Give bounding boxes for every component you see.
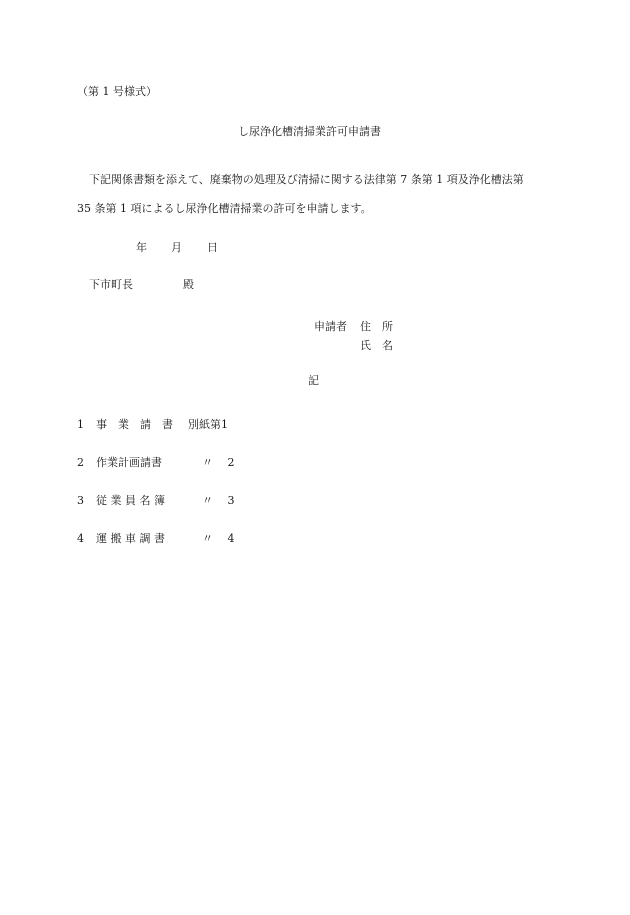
item-reference: 〃 2: [202, 456, 235, 469]
item-name: 従 業 員 名 簿: [96, 494, 165, 507]
item-reference: 別紙第1: [188, 418, 228, 431]
date-year-label: 年: [136, 241, 147, 254]
body-text-line-1: 下記関係書類を添えて、廃棄物の処理及び清掃に関する法律第 7 条第 1 項及浄化槽法第: [89, 173, 524, 186]
applicant-label: 申請者: [314, 320, 347, 333]
item-number: 1: [77, 418, 84, 431]
applicant-address-label: 住 所: [360, 320, 393, 333]
date-day-label: 日: [207, 241, 218, 254]
item-name: 運 搬 車 調 書: [96, 532, 165, 545]
form-number: （第 1 号様式）: [77, 85, 157, 98]
item-name: 作業計画請書: [96, 456, 162, 469]
date-month-label: 月: [171, 241, 182, 254]
item-number: 2: [77, 456, 84, 469]
item-number: 3: [77, 494, 84, 507]
applicant-name-label: 氏 名: [360, 339, 393, 352]
body-text-line-2: 35 条第 1 項によるし尿浄化槽清掃業の許可を申請します。: [77, 202, 372, 215]
item-reference: 〃 4: [202, 532, 235, 545]
item-reference: 〃 3: [202, 494, 235, 507]
addressee-name: 下市町長: [89, 278, 133, 291]
document-title: し尿浄化槽清掃業許可申請書: [238, 125, 381, 138]
item-name: 事 業 請 書: [96, 418, 173, 431]
item-number: 4: [77, 532, 84, 545]
ki-heading: 記: [308, 374, 319, 387]
addressee-honorific: 殿: [183, 278, 194, 291]
